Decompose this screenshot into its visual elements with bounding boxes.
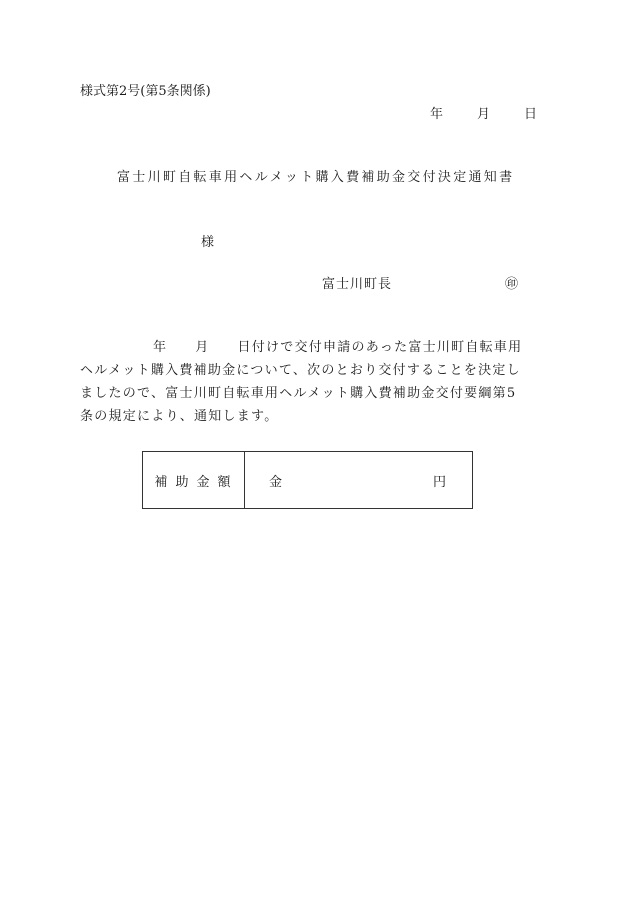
body-line-2: ヘルメット購入費補助金について、次のとおり交付することを決定し (80, 363, 521, 378)
body-line-1-text: 日付けで交付申請のあった富士川町自転車用 (237, 340, 523, 355)
amount-prefix: 金 (269, 474, 283, 490)
date-day-label: 日 (524, 107, 538, 122)
notice-body (80, 336, 550, 428)
seal-mark: ㊞ (505, 277, 519, 292)
form-number: 様式第2号(第5条関係) (80, 84, 211, 99)
date-month-label: 月 (477, 107, 491, 122)
subsidy-amount-table (142, 451, 473, 509)
subsidy-amount-label: 補助金額 (143, 452, 245, 508)
issue-date (430, 103, 537, 122)
body-year-label: 年 (153, 340, 168, 355)
body-line-4: 条の規定により、通知します。 (80, 409, 279, 424)
recipient-suffix: 様 (201, 235, 215, 250)
amount-unit: 円 (432, 474, 446, 490)
issuer-name: 富士川町長 (322, 277, 393, 292)
body-line-1 (80, 336, 550, 359)
date-year-label: 年 (430, 107, 444, 122)
body-line-3: ましたので、富士川町自転車用ヘルメット購入費補助金交付要綱第5 (80, 386, 517, 401)
subsidy-amount-cell (245, 452, 472, 508)
document-title: 富士川町自転車用ヘルメット購入費補助金交付決定通知書 (117, 170, 515, 185)
body-month-label: 月 (195, 340, 210, 355)
